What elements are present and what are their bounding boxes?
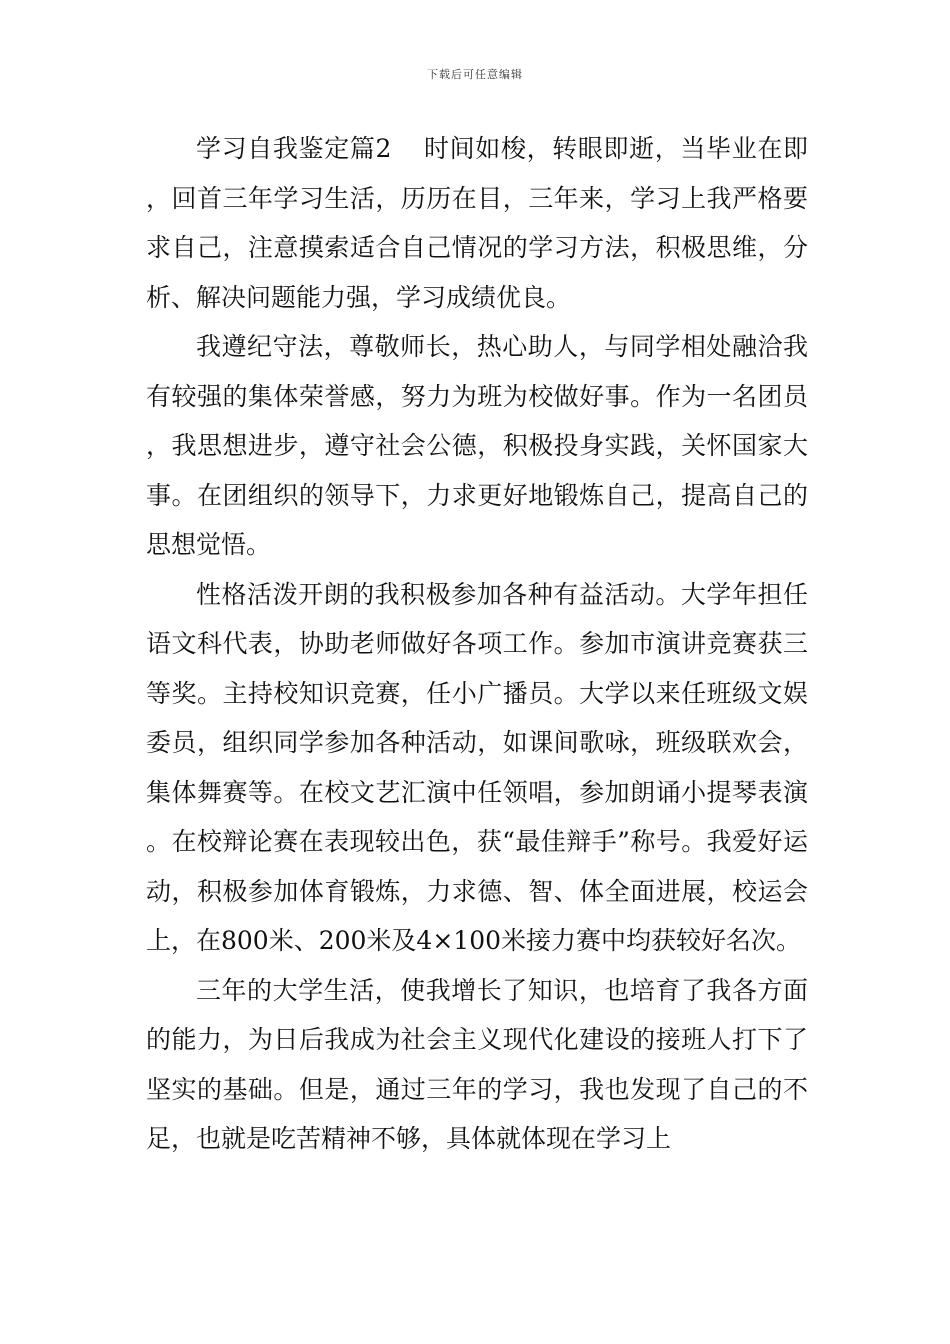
header-note: 下载后可任意编辑 (427, 68, 523, 81)
document-body (146, 124, 808, 1164)
paragraph-3: 性格活泼开朗的我积极参加各种有益活动。大学年担任语文科代表，协助老师做好各项工作。参加市演讲竞赛获三等奖。主持校知识竞赛，任小广播员。大学以来任班级文娱委员，组织同学参加各种活动，如课间歌咏，班级联欢会，集体舞赛等。在校文艺汇演中任领唱，参加朗诵小提琴表演。在校辩论赛在表现较出色，获“最佳辩手”称号。我爱好运动，积极参加体育锻炼，力求德、智、体全面进展，校运会上，在800米、200米及4×100米接力赛中均获较好名次。 (146, 579, 808, 955)
paragraph-4: 三年的大学生活，使我增长了知识，也培育了我各方面的能力，为日后我成为社会主义现代化建设的接班人打下了坚实的基础。但是，通过三年的学习，我也发现了自己的不足，也就是吃苦精神不够，具体就体现在学习上 (146, 975, 808, 1153)
document-heading: 学习自我鉴定篇2 (196, 134, 392, 163)
paragraph-2: 我遵纪守法，尊敬师长，热心助人，与同学相处融洽我有较强的集体荣誉感，努力为班为校做好事。作为一名团员，我思想进步，遵守社会公德，积极投身实践，关怀国家大事。在团组织的领导下，力求更好地锻炼自己，提高自己的思想觉悟。 (146, 332, 808, 559)
paragraph-1 (146, 124, 808, 322)
paragraph-1-text: 时间如梭，转眼即逝，当毕业在即，回首三年学习生活，历历在目，三年来，学习上我严格要求自己，注意摸索适合自己情况的学习方法，积极思维，分析、解决问题能力强，学习成绩优良。 (146, 134, 808, 312)
